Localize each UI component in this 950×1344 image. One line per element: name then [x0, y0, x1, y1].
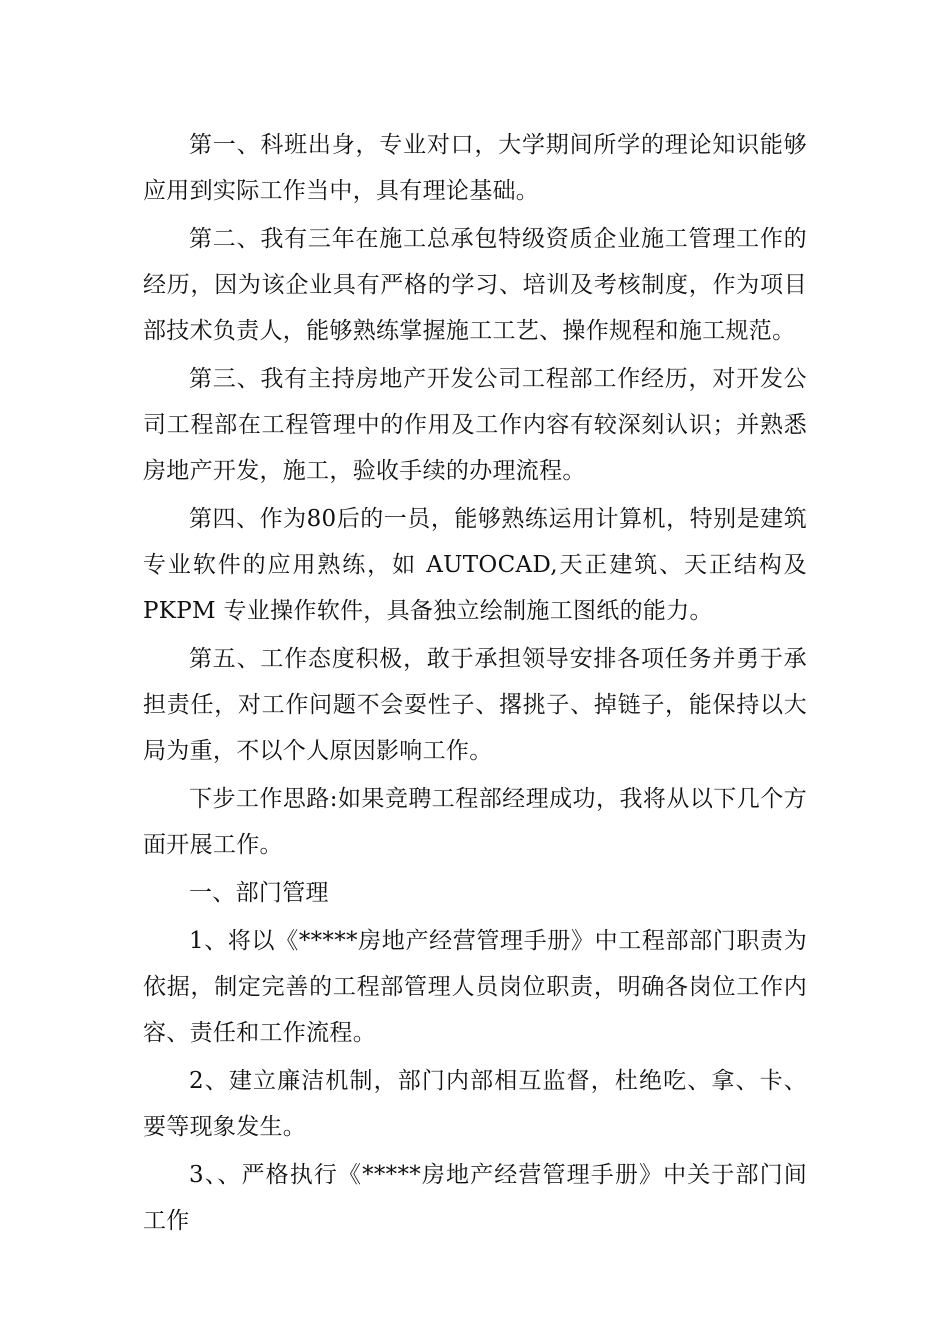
paragraph-strength-2: 第二、我有三年在施工总承包特级资质企业施工管理工作的经历，因为该企业具有严格的学习、培训及考核制度，作为项目部技术负责人，能够熟练掌握施工工艺、操作规程和施工规范。 [143, 226, 807, 344]
paragraph-item-2: 2、建立廉洁机制，部门内部相互监督，杜绝吃、拿、卡、要等现象发生。 [143, 1068, 807, 1140]
paragraph-strength-5: 第五、工作态度积极，敢于承担领导安排各项任务并勇于承担责任，对工作问题不会耍性子、撂挑子、掉链子，能保持以大局为重，不以个人原因影响工作。 [143, 646, 807, 764]
paragraph-item-1: 1、将以《*****房地产经营管理手册》中工程部部门职责为依据，制定完善的工程部管理人员岗位职责，明确各岗位工作内容、责任和工作流程。 [143, 928, 807, 1046]
paragraph-work-plan: 下步工作思路:如果竞聘工程部经理成功，我将从以下几个方面开展工作。 [143, 786, 807, 858]
paragraph-strength-3: 第三、我有主持房地产开发公司工程部工作经历，对开发公司工程部在工程管理中的作用及工作内容有较深刻认识；并熟悉房地产开发，施工，验收手续的办理流程。 [143, 366, 807, 484]
paragraph-strength-1: 第一、科班出身，专业对口，大学期间所学的理论知识能够应用到实际工作当中，具有理论基础。 [143, 132, 807, 204]
paragraph-strength-4: 第四、作为80后的一员，能够熟练运用计算机，特别是建筑专业软件的应用熟练，如 AUTOCAD,天正建筑、天正结构及 PKPM 专业操作软件，具备独立绘制施工图纸的能力。 [143, 506, 807, 624]
section-heading-department-management: 一、部门管理 [189, 880, 329, 906]
paragraph-item-3: 3、、严格执行《*****房地产经营管理手册》中关于部门间工作 [143, 1162, 807, 1234]
